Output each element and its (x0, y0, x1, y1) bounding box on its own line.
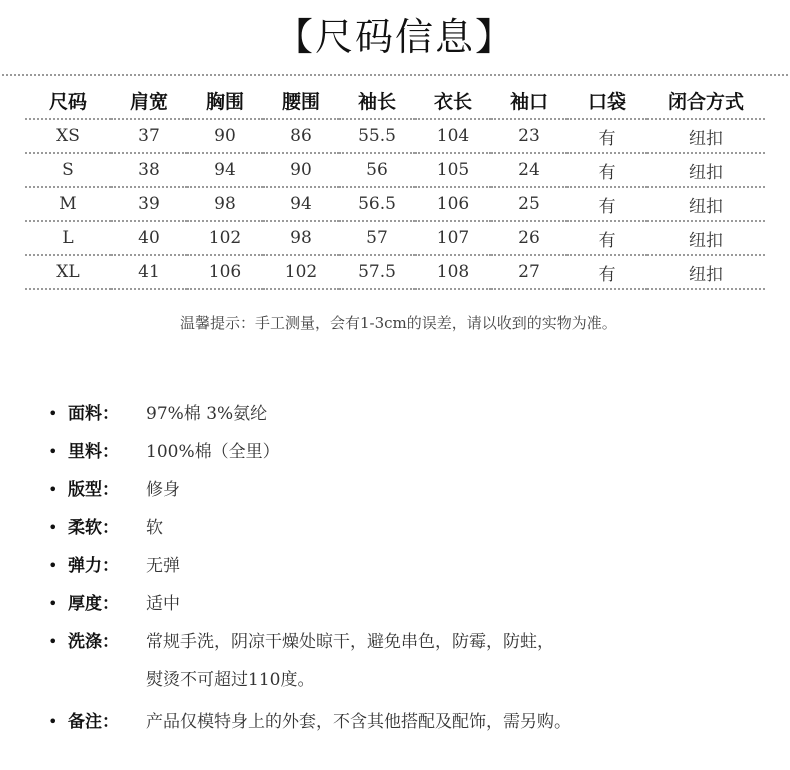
table-cell: 86 (263, 119, 339, 153)
table-cell: 37 (111, 119, 187, 153)
table-cell: 有 (567, 187, 647, 221)
bullet: • (48, 556, 58, 575)
divider-top (2, 74, 788, 76)
table-cell: 104 (415, 119, 491, 153)
table-cell: XS (25, 119, 111, 153)
table-cell: 25 (491, 187, 567, 221)
table-cell: 108 (415, 255, 491, 289)
attribute-remark (48, 703, 768, 741)
attribute-label: 版型： (68, 480, 119, 500)
table-cell: 57 (339, 221, 415, 255)
page-title: 【尺码信息】 (274, 15, 515, 59)
table-cell: 有 (567, 119, 647, 153)
table-cell: 24 (491, 153, 567, 187)
table-cell: 纽扣 (647, 153, 765, 187)
table-cell: 纽扣 (647, 221, 765, 255)
table-cell: 39 (111, 187, 187, 221)
table-cell: S (25, 153, 111, 187)
attribute-value: 软 (146, 518, 163, 538)
attribute-thickness (48, 585, 768, 623)
table-row (25, 187, 765, 221)
attribute-label: 备注： (68, 712, 119, 732)
table-cell: 106 (415, 187, 491, 221)
header-length: 衣长 (415, 82, 491, 119)
table-cell: 38 (111, 153, 187, 187)
table-cell: 有 (567, 255, 647, 289)
attribute-fit (48, 471, 768, 509)
table-row (25, 221, 765, 255)
attribute-value: 产品仅模特身上的外套，不含其他搭配及配饰，需另购。 (146, 712, 571, 732)
table-cell: 57.5 (339, 255, 415, 289)
bullet: • (48, 442, 58, 461)
table-cell: 40 (111, 221, 187, 255)
table-cell: 有 (567, 153, 647, 187)
table-cell: 纽扣 (647, 119, 765, 153)
attribute-label: 厚度： (68, 594, 119, 614)
attribute-label: 柔软： (68, 518, 119, 538)
table-cell: 102 (187, 221, 263, 255)
attribute-softness (48, 509, 768, 547)
attribute-value: 100%棉（全里） (146, 442, 280, 462)
header-sleeve-length: 袖长 (339, 82, 415, 119)
bullet: • (48, 712, 58, 731)
table-cell: 105 (415, 153, 491, 187)
header-shoulder: 肩宽 (111, 82, 187, 119)
table-cell: 107 (415, 221, 491, 255)
attribute-value: 常规手洗，阴凉干燥处晾干，避免串色，防霉，防蛀， 熨烫不可超过110度。 (146, 632, 554, 690)
measurement-tip: 温馨提示：手工测量，会有1-3cm的误差，请以收到的实物为准。 (180, 314, 617, 332)
table-cell: 55.5 (339, 119, 415, 153)
attribute-elasticity (48, 547, 768, 585)
attribute-label: 弹力： (68, 556, 119, 576)
table-cell: 纽扣 (647, 255, 765, 289)
attribute-label: 洗涤： (68, 632, 119, 652)
table-row (25, 119, 765, 153)
table-row (25, 153, 765, 187)
table-cell: 90 (187, 119, 263, 153)
table-cell: 98 (187, 187, 263, 221)
bullet: • (48, 518, 58, 537)
attribute-lining (48, 433, 768, 471)
bullet: • (48, 480, 58, 499)
table-cell: L (25, 221, 111, 255)
bullet: • (48, 594, 58, 613)
size-table (25, 82, 765, 290)
table-cell: 90 (263, 153, 339, 187)
table-cell: 56 (339, 153, 415, 187)
attribute-label: 面料： (68, 404, 119, 424)
table-cell: 26 (491, 221, 567, 255)
table-cell: 106 (187, 255, 263, 289)
header-pocket: 口袋 (567, 82, 647, 119)
table-cell: 98 (263, 221, 339, 255)
attribute-washing (48, 623, 768, 699)
attribute-label: 里料： (68, 442, 119, 462)
table-cell: 56.5 (339, 187, 415, 221)
header-cuff: 袖口 (491, 82, 567, 119)
table-cell: M (25, 187, 111, 221)
attribute-value: 无弹 (146, 556, 180, 576)
size-table-header (25, 82, 765, 119)
header-size: 尺码 (25, 82, 111, 119)
table-cell: 27 (491, 255, 567, 289)
table-cell: 有 (567, 221, 647, 255)
attribute-fabric (48, 395, 768, 433)
attribute-value: 修身 (146, 480, 180, 500)
table-cell: 23 (491, 119, 567, 153)
table-cell: 94 (187, 153, 263, 187)
header-closure: 闭合方式 (647, 82, 765, 119)
table-cell: 102 (263, 255, 339, 289)
table-row (25, 255, 765, 289)
table-cell: 纽扣 (647, 187, 765, 221)
table-cell: 94 (263, 187, 339, 221)
attribute-value: 适中 (146, 594, 180, 614)
table-cell: XL (25, 255, 111, 289)
attribute-value: 97%棉 3%氨纶 (146, 404, 268, 424)
bullet: • (48, 404, 58, 423)
header-chest: 胸围 (187, 82, 263, 119)
bullet: • (48, 632, 58, 651)
table-cell: 41 (111, 255, 187, 289)
header-waist: 腰围 (263, 82, 339, 119)
product-attributes (48, 395, 768, 741)
